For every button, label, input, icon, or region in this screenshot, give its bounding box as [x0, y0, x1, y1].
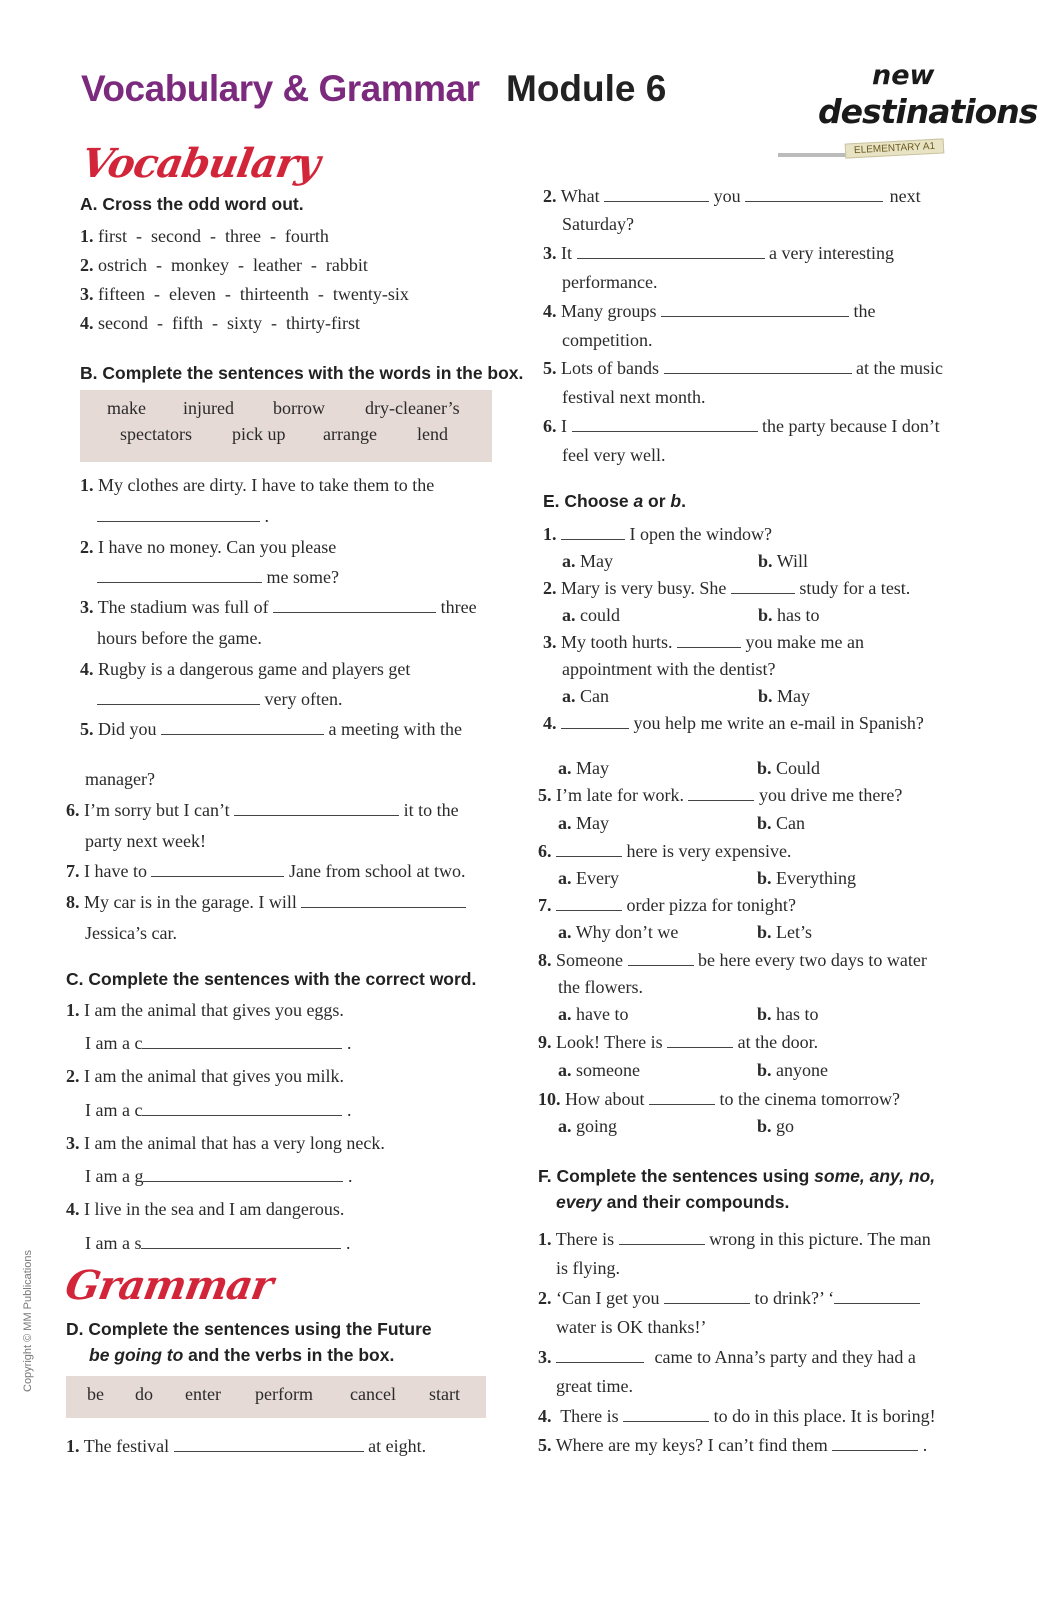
copyright: Copyright © MM Publications	[22, 1250, 34, 1392]
answer-blank[interactable]	[161, 720, 324, 735]
question-c4-answer: I am a s .	[85, 1233, 351, 1253]
section-d-heading-2: be going to and the verbs in the box.	[89, 1345, 395, 1365]
question-b6-cont: party next week!	[85, 831, 206, 851]
option-b[interactable]: b. anyone	[757, 1060, 828, 1080]
option-a[interactable]: a. May	[562, 551, 613, 571]
question-d1: 1. The festival at eight.	[66, 1436, 427, 1456]
answer-blank[interactable]	[604, 187, 709, 202]
option-a[interactable]: a. going	[558, 1116, 618, 1136]
option-b[interactable]: b. May	[758, 686, 811, 706]
option-b[interactable]: b. Could	[757, 758, 821, 778]
option-a[interactable]: a. May	[558, 758, 609, 778]
option-a[interactable]: a. Every	[558, 868, 619, 888]
section-e-heading: E. Choose a or b.	[543, 491, 686, 511]
answer-blank[interactable]	[667, 1033, 733, 1048]
page-title: Vocabulary & Grammar	[81, 68, 480, 109]
question-e2: 2. Mary is very busy. She study for a test.	[543, 578, 911, 598]
answer-blank[interactable]	[97, 507, 260, 522]
question-b4-answer: very often.	[97, 688, 342, 710]
box-word: cancel	[350, 1384, 396, 1404]
question-e1: 1. I open the window?	[543, 524, 772, 544]
list-item: 1. first - second - three - fourth	[80, 226, 329, 246]
word-box-b	[80, 390, 492, 462]
question-b3-cont: hours before the game.	[97, 628, 262, 648]
question-d2-cont: Saturday?	[562, 214, 634, 234]
section-f-heading: F. Complete the sentences using some, any, no,	[538, 1166, 936, 1186]
question-d2: 2. What you next	[543, 186, 921, 206]
option-b[interactable]: b. Will	[758, 551, 808, 571]
question-b1-answer: .	[97, 505, 269, 527]
box-word: dry-cleaner’s	[365, 398, 460, 418]
box-word: borrow	[273, 398, 325, 418]
answer-blank[interactable]	[301, 893, 466, 908]
question-f4: 4. There is to do in this place. It is boring!	[538, 1406, 936, 1426]
option-a[interactable]: a. have to	[558, 1004, 629, 1024]
box-word: start	[429, 1384, 460, 1404]
question-b1: 1. My clothes are dirty. I have to take them to the	[80, 475, 435, 495]
box-word: do	[135, 1384, 153, 1404]
answer-blank[interactable]	[142, 1101, 342, 1116]
option-b[interactable]: b. has to	[757, 1004, 819, 1024]
option-b[interactable]: b. go	[757, 1116, 795, 1136]
question-d4-cont: competition.	[562, 330, 653, 350]
option-a[interactable]: a. May	[558, 813, 609, 833]
question-c1: 1. I am the animal that gives you eggs.	[66, 1000, 344, 1020]
question-b8: 8. My car is in the garage. I will	[66, 891, 466, 913]
answer-blank[interactable]	[151, 862, 284, 877]
answer-blank[interactable]	[661, 302, 849, 317]
option-b[interactable]: b. has to	[758, 605, 820, 625]
question-d4: 4. Many groups the	[543, 301, 876, 321]
question-f2-cont: water is OK thanks!’	[556, 1317, 707, 1337]
question-f3: 3. came to Anna’s party and they had a	[538, 1347, 916, 1367]
section-f-heading-2: every and their compounds.	[556, 1192, 790, 1212]
question-c2-answer: I am a c .	[85, 1100, 352, 1120]
answer-blank[interactable]	[628, 951, 694, 966]
logo-destinations: destinations	[818, 92, 1038, 131]
question-c1-answer: I am a c .	[85, 1033, 352, 1053]
question-b8-cont: Jessica’s car.	[85, 923, 177, 943]
question-e6: 6. here is very expensive.	[538, 841, 792, 861]
question-e3: 3. My tooth hurts. you make me an	[543, 632, 864, 652]
answer-blank[interactable]	[143, 1167, 343, 1182]
answer-blank[interactable]	[745, 187, 883, 202]
question-e10: 10. How about to the cinema tomorrow?	[538, 1089, 900, 1109]
box-word: perform	[255, 1384, 313, 1404]
answer-blank[interactable]	[556, 1348, 644, 1363]
answer-blank[interactable]	[688, 786, 754, 801]
answer-blank[interactable]	[677, 633, 741, 648]
section-b-heading: B. Complete the sentences with the words in the box.	[80, 363, 524, 383]
answer-blank[interactable]	[572, 417, 758, 432]
answer-blank[interactable]	[623, 1407, 709, 1422]
question-b2: 2. I have no money. Can you please	[80, 537, 337, 557]
answer-blank[interactable]	[619, 1230, 705, 1245]
answer-blank[interactable]	[556, 842, 622, 857]
question-d3: 3. It a very interesting	[543, 243, 894, 263]
list-item: 4. second - fifth - sixty - thirty-first	[80, 313, 360, 333]
question-b4: 4. Rugby is a dangerous game and players get	[80, 659, 411, 679]
question-e3-cont: appointment with the dentist?	[562, 659, 776, 679]
question-c3-answer: I am a g .	[85, 1166, 353, 1186]
option-b[interactable]: b. Can	[757, 813, 806, 833]
question-f5: 5. Where are my keys? I can’t find them .	[538, 1435, 928, 1455]
word-box-d	[66, 1376, 486, 1418]
question-f3-cont: great time.	[556, 1376, 633, 1396]
answer-blank[interactable]	[577, 244, 765, 259]
logo-underline	[778, 153, 848, 157]
answer-blank[interactable]	[97, 690, 260, 705]
level-badge: ELEMENTARY A1	[845, 138, 945, 158]
option-a[interactable]: a. Can	[562, 686, 609, 706]
question-c4: 4. I live in the sea and I am dangerous.	[66, 1199, 345, 1219]
box-word: enter	[185, 1384, 221, 1404]
box-word: arrange	[323, 424, 377, 444]
question-b6: 6. I’m sorry but I can’t it to the	[66, 800, 459, 820]
question-b2-answer: me some?	[97, 566, 339, 588]
option-a[interactable]: a. could	[562, 605, 620, 625]
question-c3: 3. I am the animal that has a very long neck.	[66, 1133, 385, 1153]
module-title: Module 6	[506, 68, 667, 109]
section-a-heading: A. Cross the odd word out.	[80, 194, 304, 214]
list-item: 2. ostrich - monkey - leather - rabbit	[80, 255, 368, 275]
option-a[interactable]: a. someone	[558, 1060, 640, 1080]
option-b[interactable]: b. Everything	[757, 868, 856, 888]
answer-blank[interactable]	[649, 1090, 715, 1105]
question-b3: 3. The stadium was full of three	[80, 597, 477, 617]
grammar-heading: Grammar	[61, 1262, 276, 1309]
vocabulary-heading: Vocabulary	[77, 140, 323, 187]
question-d5: 5. Lots of bands at the music	[543, 358, 943, 378]
answer-blank[interactable]	[834, 1289, 920, 1304]
section-c-heading: C. Complete the sentences with the correct word.	[66, 969, 477, 989]
answer-blank[interactable]	[561, 525, 625, 540]
answer-blank[interactable]	[664, 1289, 750, 1304]
answer-blank[interactable]	[141, 1234, 341, 1249]
question-c2: 2. I am the animal that gives you milk.	[66, 1066, 344, 1086]
answer-blank[interactable]	[664, 359, 852, 374]
question-d3-cont: performance.	[562, 272, 658, 292]
answer-blank[interactable]	[174, 1437, 364, 1452]
box-word: pick up	[232, 424, 286, 444]
box-word: injured	[183, 398, 234, 418]
question-b5: 5. Did you a meeting with the	[80, 719, 462, 739]
question-b7: 7. I have to Jane from school at two.	[66, 861, 466, 881]
question-f2: 2. ‘Can I get you to drink?’ ‘	[538, 1287, 920, 1309]
answer-blank[interactable]	[561, 714, 629, 729]
answer-blank[interactable]	[142, 1034, 342, 1049]
option-a[interactable]: a. Why don’t we	[558, 922, 679, 942]
answer-blank[interactable]	[731, 579, 795, 594]
answer-blank[interactable]	[273, 598, 436, 613]
option-b[interactable]: b. Let’s	[757, 922, 813, 942]
section-d-heading: D. Complete the sentences using the Future	[66, 1319, 432, 1339]
question-e7: 7. order pizza for tonight?	[538, 895, 796, 915]
question-e8-cont: the flowers.	[558, 977, 643, 997]
answer-blank[interactable]	[234, 801, 399, 816]
answer-blank[interactable]	[97, 568, 262, 583]
list-item: 3. fifteen - eleven - thirteenth - twenty-six	[80, 284, 409, 304]
box-word: make	[107, 398, 146, 418]
question-b5-cont: manager?	[85, 769, 155, 789]
question-e5: 5. I’m late for work. you drive me there?	[538, 785, 903, 805]
answer-blank[interactable]	[832, 1436, 918, 1451]
question-d5-cont: festival next month.	[562, 387, 706, 407]
box-word: spectators	[120, 424, 192, 444]
question-e4: 4. you help me write an e-mail in Spanish?	[543, 713, 924, 733]
question-f1-cont: is flying.	[556, 1258, 621, 1278]
question-f1: 1. There is wrong in this picture. The man	[538, 1229, 931, 1249]
answer-blank[interactable]	[556, 896, 622, 911]
box-word: be	[87, 1384, 104, 1404]
question-e8: 8. Someone be here every two days to water	[538, 950, 927, 970]
logo-new: new	[872, 60, 935, 91]
question-d6: 6. I the party because I don’t	[543, 416, 940, 436]
question-d6-cont: feel very well.	[562, 445, 666, 465]
box-word: lend	[417, 424, 448, 444]
question-e9: 9. Look! There is at the door.	[538, 1032, 819, 1052]
